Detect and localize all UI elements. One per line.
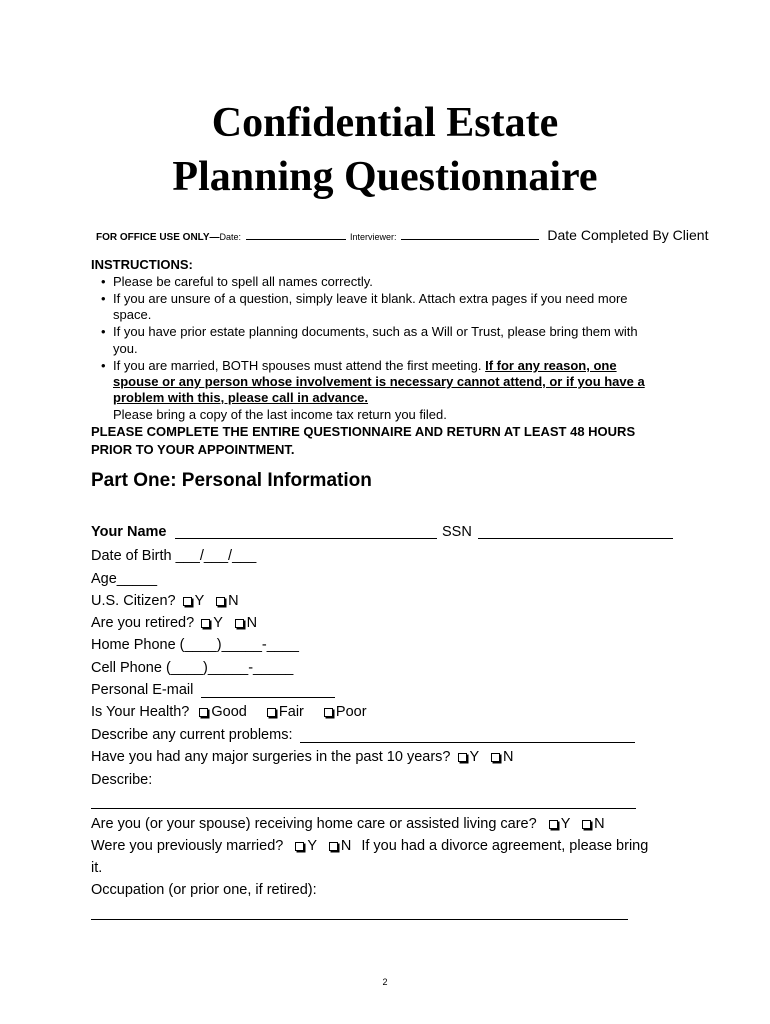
describe-label: Describe: xyxy=(91,772,153,788)
bullet-icon: • xyxy=(101,291,106,306)
married-no-checkbox[interactable] xyxy=(329,842,338,851)
health-row xyxy=(91,704,367,720)
retired-row xyxy=(91,615,257,631)
part-one-heading: Part One: Personal Information xyxy=(91,470,372,491)
ssn-label: SSN xyxy=(442,524,472,540)
your-name-field[interactable] xyxy=(175,538,437,539)
occupation-label: Occupation (or prior one, if retired): xyxy=(91,882,317,898)
interviewer-label: Interviewer: xyxy=(349,232,397,242)
your-name-label: Your Name xyxy=(91,524,167,540)
current-problems-label: Describe any current problems: xyxy=(91,727,293,743)
previously-married-row xyxy=(91,838,648,854)
email-field[interactable] xyxy=(201,697,335,698)
age-field[interactable]: Age_____ xyxy=(91,571,158,587)
retired-no-checkbox[interactable] xyxy=(235,619,244,628)
retired-label: Are you retired? xyxy=(91,615,195,631)
surgeries-yes-checkbox[interactable] xyxy=(458,753,467,762)
health-poor-checkbox[interactable] xyxy=(324,708,333,717)
fair-label: Fair xyxy=(278,704,304,720)
office-use-line xyxy=(96,227,756,245)
interviewer-field[interactable] xyxy=(401,231,539,240)
home-phone-field[interactable]: Home Phone (____)_____-____ xyxy=(91,637,299,653)
us-citizen-label: U.S. Citizen? xyxy=(91,593,176,609)
cell-phone-field[interactable]: Cell Phone (____)_____-_____ xyxy=(91,660,294,676)
good-label: Good xyxy=(211,704,247,720)
office-date-label: Date: xyxy=(219,232,242,242)
no-label: N xyxy=(594,816,605,832)
office-use-label: FOR OFFICE USE ONLY— xyxy=(96,232,220,243)
date-of-birth-field[interactable]: Date of Birth ___/___/___ xyxy=(91,548,257,564)
notice-line-2: PRIOR TO YOUR APPOINTMENT. xyxy=(91,442,295,457)
instruction-4-line-4: Please bring a copy of the last income tax return you filed. xyxy=(113,407,447,422)
instruction-4-plain: If you are married, BOTH spouses must attend the first meeting. xyxy=(113,358,486,373)
office-date-field[interactable] xyxy=(246,231,346,240)
instruction-2-line-1: If you are unsure of a question, simply leave it blank. Attach extra pages if you need more xyxy=(113,291,628,306)
instruction-4-line-3: problem with this, please call in advance. xyxy=(113,390,369,405)
retired-yes-checkbox[interactable] xyxy=(201,619,210,628)
instruction-4-line-2: spouse or any person whose involvement is necessary cannot attend, or if you have a xyxy=(113,374,645,389)
occupation-field[interactable] xyxy=(91,919,628,920)
surgeries-label: Have you had any major surgeries in the past 10 years? xyxy=(91,749,451,765)
instruction-3-line-2: you. xyxy=(113,341,138,356)
previously-married-label: Were you previously married? xyxy=(91,838,284,854)
bullet-icon: • xyxy=(101,358,106,373)
bullet-icon: • xyxy=(101,274,106,289)
divorce-note: If you had a divorce agreement, please bring xyxy=(361,838,649,854)
citizen-yes-checkbox[interactable] xyxy=(183,597,192,606)
yes-label: Y xyxy=(307,838,317,854)
instruction-4-line-1 xyxy=(113,358,688,375)
date-completed-label: Date Completed By Client xyxy=(547,227,709,243)
yes-label: Y xyxy=(194,593,205,609)
us-citizen-row xyxy=(91,593,239,609)
yes-label: Y xyxy=(213,615,223,631)
no-label: N xyxy=(502,749,514,765)
citizen-no-checkbox[interactable] xyxy=(216,597,225,606)
yes-label: Y xyxy=(560,816,571,832)
instruction-2-line-2: space. xyxy=(113,307,152,322)
title-line-2: Planning Questionnaire xyxy=(172,154,598,200)
instructions-heading: INSTRUCTIONS: xyxy=(91,257,193,272)
married-yes-checkbox[interactable] xyxy=(295,842,304,851)
ssn-field[interactable] xyxy=(478,538,673,539)
divorce-note-continued: it. xyxy=(91,860,103,876)
health-label: Is Your Health? xyxy=(91,704,190,720)
instruction-1: Please be careful to spell all names correctly. xyxy=(113,274,373,289)
current-problems-field[interactable] xyxy=(300,742,635,743)
no-label: N xyxy=(246,615,258,631)
yes-label: Y xyxy=(469,749,479,765)
email-label: Personal E-mail xyxy=(91,682,194,698)
instruction-4-emphasis: If for any reason, one xyxy=(485,358,617,373)
bullet-icon: • xyxy=(101,324,106,339)
instruction-3-line-1: If you have prior estate planning documents, such as a Will or Trust, please bring them with xyxy=(113,324,638,339)
no-label: N xyxy=(340,838,352,854)
health-fair-checkbox[interactable] xyxy=(267,708,276,717)
no-label: N xyxy=(228,593,239,609)
home-care-no-checkbox[interactable] xyxy=(582,820,591,829)
health-good-checkbox[interactable] xyxy=(199,708,208,717)
home-care-row xyxy=(91,816,605,832)
home-care-label: Are you (or your spouse) receiving home care or assisted living care? xyxy=(91,816,537,832)
title-line-1: Confidential Estate xyxy=(211,100,559,146)
describe-field[interactable] xyxy=(91,808,636,809)
notice-line-1: PLEASE COMPLETE THE ENTIRE QUESTIONNAIRE AND RETURN AT LEAST 48 HOURS xyxy=(91,424,636,439)
page-number: 2 xyxy=(382,977,388,987)
poor-label: Poor xyxy=(335,704,367,720)
surgeries-no-checkbox[interactable] xyxy=(491,753,500,762)
home-care-yes-checkbox[interactable] xyxy=(549,820,558,829)
surgeries-row xyxy=(91,749,513,765)
